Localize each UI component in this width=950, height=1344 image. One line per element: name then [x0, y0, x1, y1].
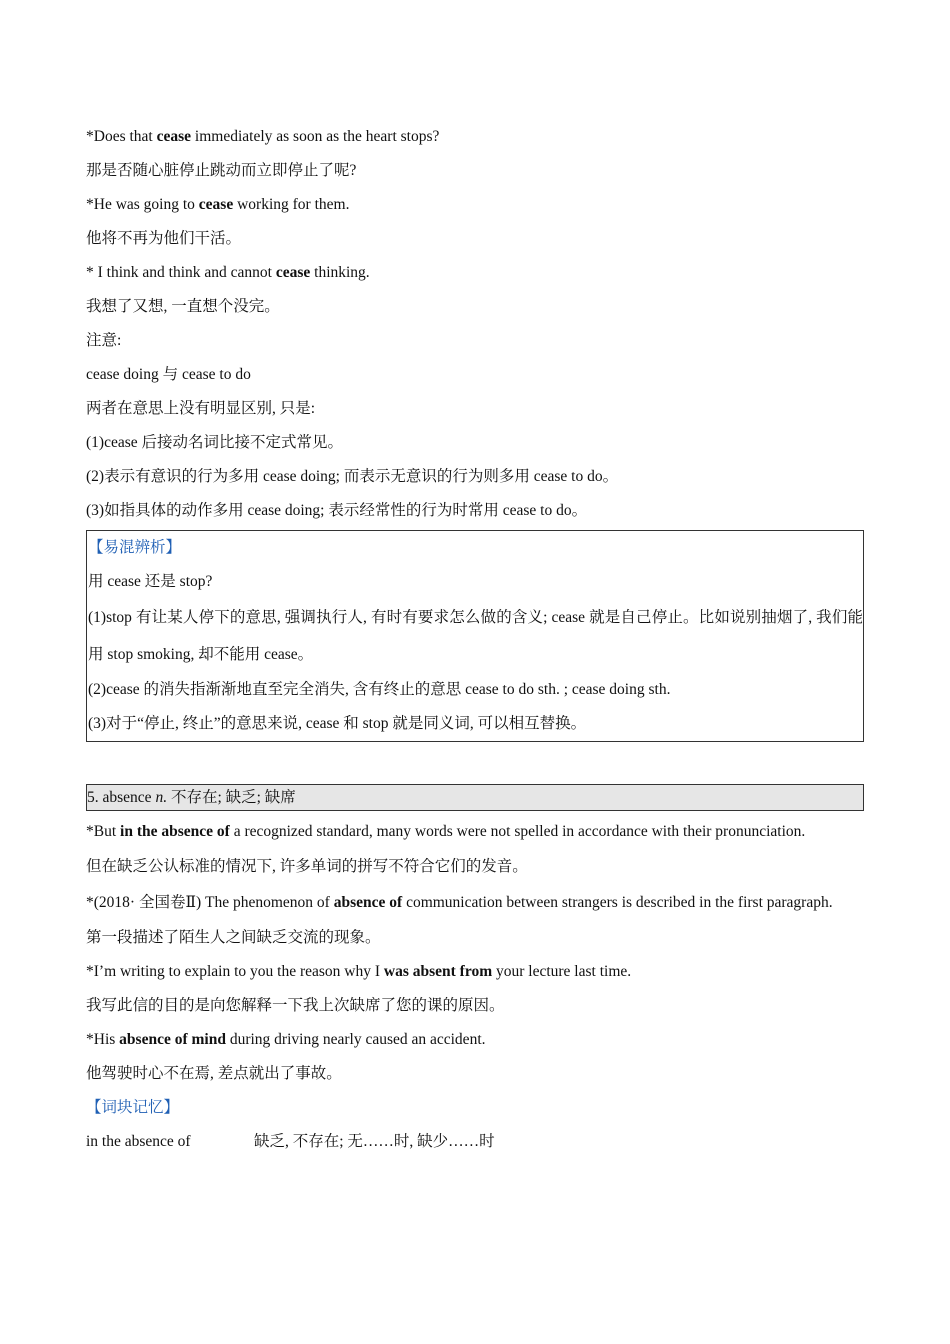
- keyword: cease: [198, 196, 234, 213]
- translation: 我写此信的目的是向您解释一下我上次缺席了您的课的原因。: [86, 997, 505, 1014]
- note-title: cease doing 与 cease to do: [86, 366, 251, 383]
- distinction-box: [86, 530, 864, 742]
- note-intro: 两者在意思上没有明显区别, 只是:: [86, 400, 316, 417]
- keyword: absence of mind: [119, 1031, 226, 1048]
- content: [86, 120, 864, 1159]
- keyword: cease: [275, 264, 311, 281]
- note-item: (2)表示有意识的行为多用 cease doing; 而表示无意识的行为则多用 cease to do。: [86, 468, 619, 485]
- entry-meaning: 不存在; 缺乏; 缺席: [167, 789, 296, 806]
- keyword: was absent from: [383, 963, 493, 980]
- text: working for them.: [233, 196, 350, 213]
- chunk-phrase: in the absence of: [86, 1133, 191, 1150]
- part-of-speech: n.: [155, 789, 168, 806]
- text: *He was going to: [86, 196, 199, 213]
- box-question: 用 cease 还是 stop?: [88, 573, 213, 590]
- text: * I think and think and cannot: [86, 264, 276, 281]
- box-point: (2)cease 的消失指渐渐地直至完全消失, 含有终止的意思 cease to do sth. ; cease doing sth.: [88, 681, 671, 698]
- note-item: (1)cease 后接动名词比接不定式常见。: [86, 434, 343, 451]
- example-sentence: [86, 256, 864, 290]
- keyword: in the absence of: [120, 823, 230, 840]
- note-label: 注意:: [86, 332, 122, 349]
- example-sentence: [86, 188, 864, 222]
- box-point: (1)stop 有让某人停下的意思, 强调执行人, 有时有要求怎么做的含义; cease 就是自己停止。比如说别抽烟了, 我们能用 stop smoking, 却不能用 cease。: [88, 609, 863, 663]
- translation: 但在缺乏公认标准的情况下, 许多单词的拼写不符合它们的发音。: [86, 858, 528, 875]
- translation: 第一段描述了陌生人之间缺乏交流的现象。: [86, 929, 381, 946]
- example-sentence: [86, 813, 864, 850]
- keyword: absence of: [333, 894, 403, 911]
- text: *His: [86, 1031, 120, 1048]
- text: during driving nearly caused an accident.: [225, 1031, 486, 1048]
- text: immediately as soon as the heart stops?: [191, 128, 440, 145]
- box-point: (3)对于“停止, 终止”的意思来说, cease 和 stop 就是同义词, 可以相互替换。: [88, 715, 587, 732]
- chunk-item: [86, 1125, 864, 1159]
- text: *(2018· 全国卷Ⅱ) The phenomenon of: [86, 894, 334, 911]
- text: a recognized standard, many words were not spelled in accordance with their pronunciation.: [229, 823, 806, 840]
- chunk-title: 【词块记忆】: [86, 1099, 180, 1116]
- translation: 他驾驶时心不在焉, 差点就出了事故。: [86, 1065, 342, 1082]
- text: *Does that: [86, 128, 157, 145]
- text: *I’m writing to explain to you the reason why I: [86, 963, 384, 980]
- text: your lecture last time.: [492, 963, 632, 980]
- translation: 那是否随心脏停止跳动而立即停止了呢?: [86, 162, 357, 179]
- translation: 我想了又想, 一直想个没完。: [86, 298, 280, 315]
- chunk-meaning: 缺乏, 不存在; 无……时, 缺少……时: [254, 1133, 495, 1150]
- entry-word: 5. absence: [87, 789, 156, 806]
- box-title: 【易混辨析】: [88, 539, 182, 556]
- text: *But: [86, 823, 121, 840]
- text: communication between strangers is described in the first paragraph.: [402, 894, 833, 911]
- example-sentence: [86, 884, 864, 921]
- text: thinking.: [310, 264, 370, 281]
- example-sentence: [86, 120, 864, 154]
- example-sentence: [86, 1023, 864, 1057]
- vocab-entry-heading: [86, 784, 864, 811]
- keyword: cease: [156, 128, 192, 145]
- note-item: (3)如指具体的动作多用 cease doing; 表示经常性的行为时常用 cease to do。: [86, 502, 588, 519]
- translation: 他将不再为他们干活。: [86, 230, 242, 247]
- example-sentence: [86, 955, 864, 989]
